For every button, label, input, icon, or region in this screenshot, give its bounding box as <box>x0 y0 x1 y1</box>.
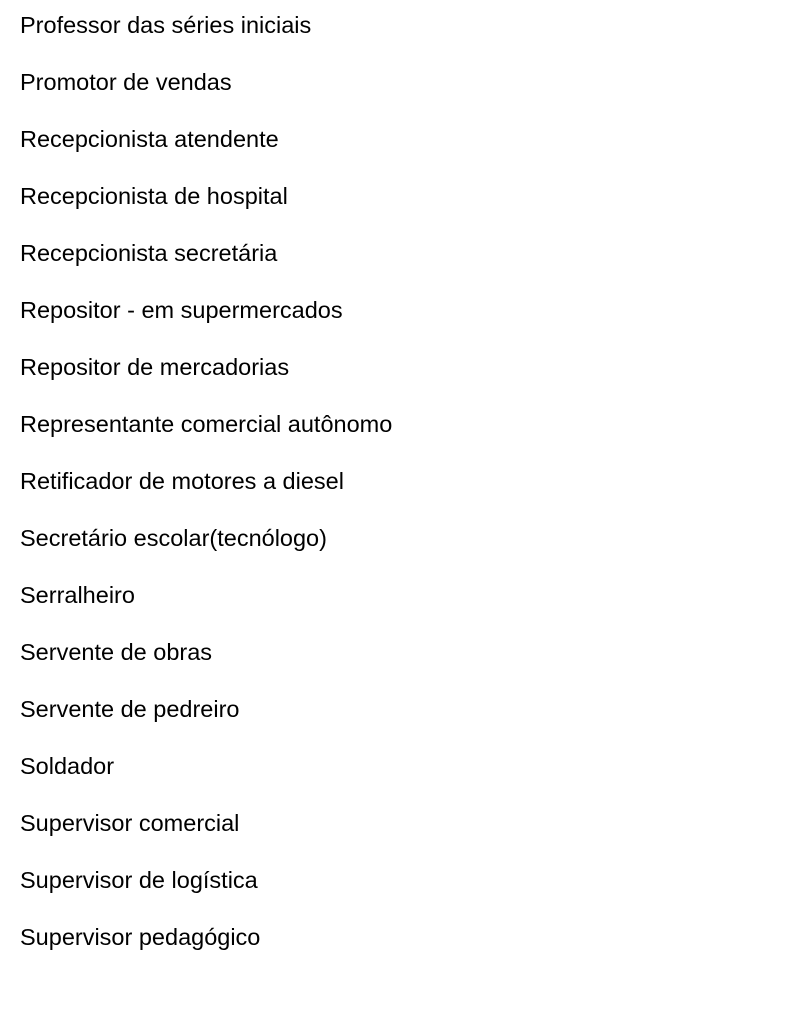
occupation-item: Professor das séries iniciais <box>20 12 312 38</box>
occupation-item: Servente de obras <box>20 639 213 665</box>
occupation-item: Supervisor pedagógico <box>20 924 261 950</box>
occupation-item: Repositor de mercadorias <box>20 354 290 380</box>
occupation-list <box>20 6 392 975</box>
occupation-item: Recepcionista secretária <box>20 240 278 266</box>
occupation-item: Soldador <box>20 753 115 779</box>
occupation-item: Supervisor comercial <box>20 810 240 836</box>
occupation-item: Repositor - em supermercados <box>20 297 343 323</box>
occupation-item: Recepcionista atendente <box>20 126 279 152</box>
occupation-item: Promotor de vendas <box>20 69 232 95</box>
occupation-item: Representante comercial autônomo <box>20 411 393 437</box>
occupation-item: Servente de pedreiro <box>20 696 240 722</box>
occupation-item: Supervisor de logística <box>20 867 258 893</box>
occupation-item: Retificador de motores a diesel <box>20 468 344 494</box>
occupation-item: Recepcionista de hospital <box>20 183 288 209</box>
occupation-item: Secretário escolar(tecnólogo) <box>20 525 327 551</box>
occupation-item: Serralheiro <box>20 582 135 608</box>
